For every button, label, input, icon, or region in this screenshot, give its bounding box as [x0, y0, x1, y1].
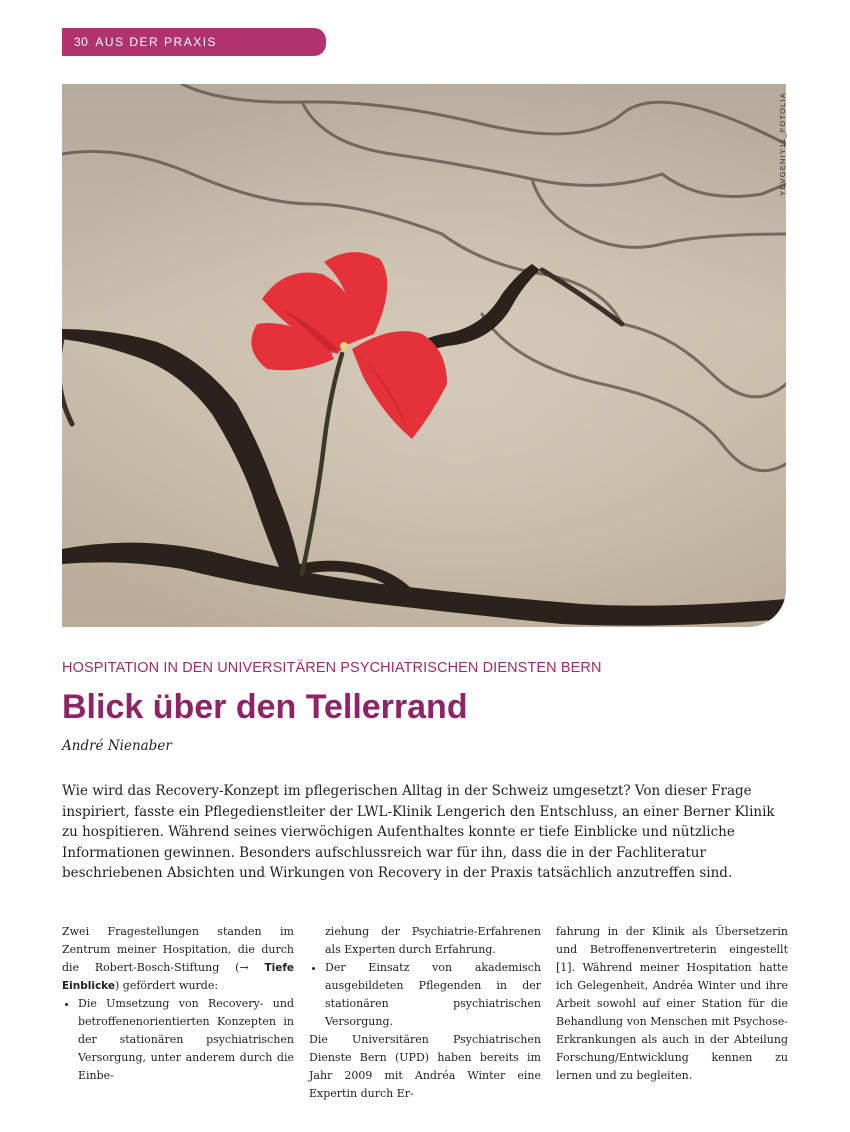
article-kicker: HOSPITATION IN DEN UNIVERSITÄREN PSYCHIATRISCHEN DIENSTEN BERN: [62, 660, 602, 676]
section-header-tab: [62, 28, 326, 56]
body-paragraph: Die Universitären Psychiatrischen Dienste Bern (UPD) haben bereits im Jahr 2009 mit Andréa Winter eine Expertin durch Er-: [309, 1033, 541, 1100]
article-author: André Nienaber: [62, 738, 172, 754]
bullet-list: [309, 959, 541, 1031]
hero-photo: [62, 84, 786, 627]
cracked-earth-flower-image: [62, 84, 786, 627]
section-label: AUS DER PRAXIS: [95, 35, 218, 49]
body-paragraph: Zwei Fragestellungen standen im Zentrum meiner Hospitation, die durch die Robert-Bosch-Stiftung (→ Tiefe Einblicke) gefördert wurde:: [62, 925, 295, 992]
list-item: • Der Einsatz von akademisch ausgebildeten Pflegenden in der stationären psychiatrischen Versorgung.: [325, 959, 541, 1031]
body-column-1: [62, 923, 294, 1085]
crossref-link[interactable]: Tiefe Einblicke: [62, 962, 295, 992]
body-column-2: [309, 923, 541, 1103]
body-column-3: [556, 923, 788, 1085]
body-paragraph: fahrung in der Klinik als Übersetzerin und Betroffenenvertreterin eingestellt [1]. Während meiner Hospitation hatte ich Gelegenheit, Andréa Winter und ihre Arbeit sowohl auf einer Station für die Behandlung von Menschen mit Psychose-Erkrankungen als auch in der Abteilung Forschung/Entwicklung kennen zu lernen und zu begleiten.: [556, 925, 788, 1082]
arrow-icon: →: [239, 961, 249, 974]
list-item-continuation: ziehung der Psychiatrie-Erfahrenen als Experten durch Erfahrung.: [325, 925, 541, 956]
photo-credit: YEVGENIY11_FOTOLIA: [778, 92, 787, 196]
page-number: 30: [74, 35, 89, 49]
article-title: Blick über den Tellerrand: [62, 688, 468, 726]
article-lead: Wie wird das Recovery-Konzept im pflegerischen Alltag in der Schweiz umgesetzt? Von dieser Frage inspiriert, fasste ein Pflegedienstleiter der LWL-Klinik Lengerich den Entschluss, an einer Berner Klinik zu hospitieren. Während seines vierwöchigen Aufenthaltes konnte er tiefe Einblicke und nützliche Informationen gewinnen. Besonders aufschlussreich war für ihn, dass die in der Fachliteratur beschriebenen Absichten und Wirkungen von Recovery in der Praxis tatsächlich anzutreffen sind.: [62, 783, 775, 881]
list-item: • Die Umsetzung von Recovery- und betroffenenorientierten Konzepten in der stationären psychiatrischen Versorgung, unter anderem durch die Einbe-: [78, 995, 294, 1085]
bullet-list: [62, 995, 294, 1085]
